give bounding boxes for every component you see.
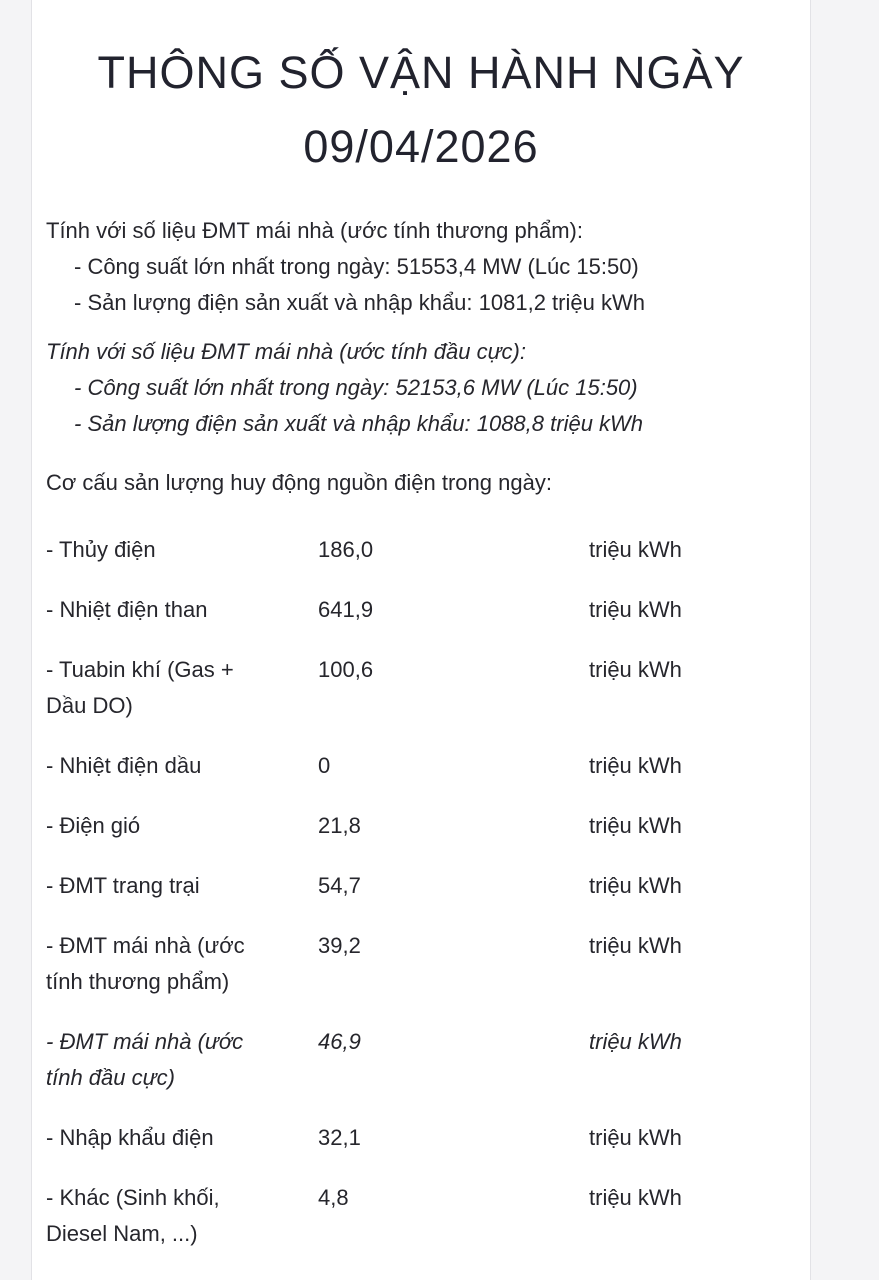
source-unit: triệu kWh xyxy=(589,1125,682,1150)
commercial-total-output: - Sản lượng điện sản xuất và nhập khẩu: 1081,2 triệu kWh xyxy=(74,290,645,315)
table-row xyxy=(46,652,746,724)
source-value: 186,0 xyxy=(318,537,374,562)
source-value: 641,9 xyxy=(318,597,374,622)
source-value: 54,7 xyxy=(318,873,361,898)
source-value: 100,6 xyxy=(318,657,374,682)
commercial-heading: Tính với số liệu ĐMT mái nhà (ước tính thương phẩm): xyxy=(46,218,583,243)
table-row xyxy=(46,868,746,904)
source-unit: triệu kWh xyxy=(589,753,682,778)
meter-estimate-section xyxy=(46,334,643,442)
source-value: 21,8 xyxy=(318,813,361,838)
source-unit: triệu kWh xyxy=(589,933,682,958)
meter-heading: Tính với số liệu ĐMT mái nhà (ước tính đầu cực): xyxy=(46,339,526,364)
source-name: - Nhiệt điện dầu xyxy=(46,753,202,778)
table-row xyxy=(46,1180,746,1252)
page-title xyxy=(32,36,810,184)
source-value: 46,9 xyxy=(318,1029,361,1054)
source-unit: triệu kWh xyxy=(589,813,682,838)
table-row xyxy=(46,532,746,568)
source-unit: triệu kWh xyxy=(589,537,682,562)
commercial-estimate-section xyxy=(46,213,645,321)
source-name: - Tuabin khí (Gas + Dầu DO) xyxy=(46,657,234,718)
table-row xyxy=(46,1120,746,1156)
source-value: 32,1 xyxy=(318,1125,361,1150)
title-line-1: THÔNG SỐ VẬN HÀNH NGÀY xyxy=(97,47,745,98)
title-date: 09/04/2026 xyxy=(303,121,539,172)
table-row xyxy=(46,808,746,844)
source-unit: triệu kWh xyxy=(589,873,682,898)
source-value: 4,8 xyxy=(318,1185,349,1210)
source-name: - ĐMT mái nhà (ước tính thương phẩm) xyxy=(46,933,245,994)
source-name: - Nhập khẩu điện xyxy=(46,1125,214,1150)
source-unit: triệu kWh xyxy=(589,1029,682,1054)
table-row xyxy=(46,592,746,628)
source-name: - Thủy điện xyxy=(46,537,156,562)
table-row xyxy=(46,928,746,1000)
source-name: - Khác (Sinh khối, Diesel Nam, ...) xyxy=(46,1185,220,1246)
source-unit: triệu kWh xyxy=(589,1185,682,1210)
document-panel xyxy=(31,0,811,1280)
source-structure-table xyxy=(46,532,746,1252)
meter-total-output: - Sản lượng điện sản xuất và nhập khẩu: 1088,8 triệu kWh xyxy=(74,411,644,436)
structure-heading: Cơ cấu sản lượng huy động nguồn điện trong ngày: xyxy=(46,470,552,495)
commercial-peak-capacity: - Công suất lớn nhất trong ngày: 51553,4 MW (Lúc 15:50) xyxy=(74,254,639,279)
source-name: - Điện gió xyxy=(46,813,141,838)
source-value: 39,2 xyxy=(318,933,361,958)
source-name: - Nhiệt điện than xyxy=(46,597,208,622)
source-unit: triệu kWh xyxy=(589,597,682,622)
meter-peak-capacity: - Công suất lớn nhất trong ngày: 52153,6 MW (Lúc 15:50) xyxy=(74,375,638,400)
source-name: - ĐMT mái nhà (ước tính đầu cực) xyxy=(46,1029,244,1090)
source-name: - ĐMT trang trại xyxy=(46,873,200,898)
table-row xyxy=(46,748,746,784)
source-value: 0 xyxy=(318,753,331,778)
table-row xyxy=(46,1024,746,1096)
source-unit: triệu kWh xyxy=(589,657,682,682)
